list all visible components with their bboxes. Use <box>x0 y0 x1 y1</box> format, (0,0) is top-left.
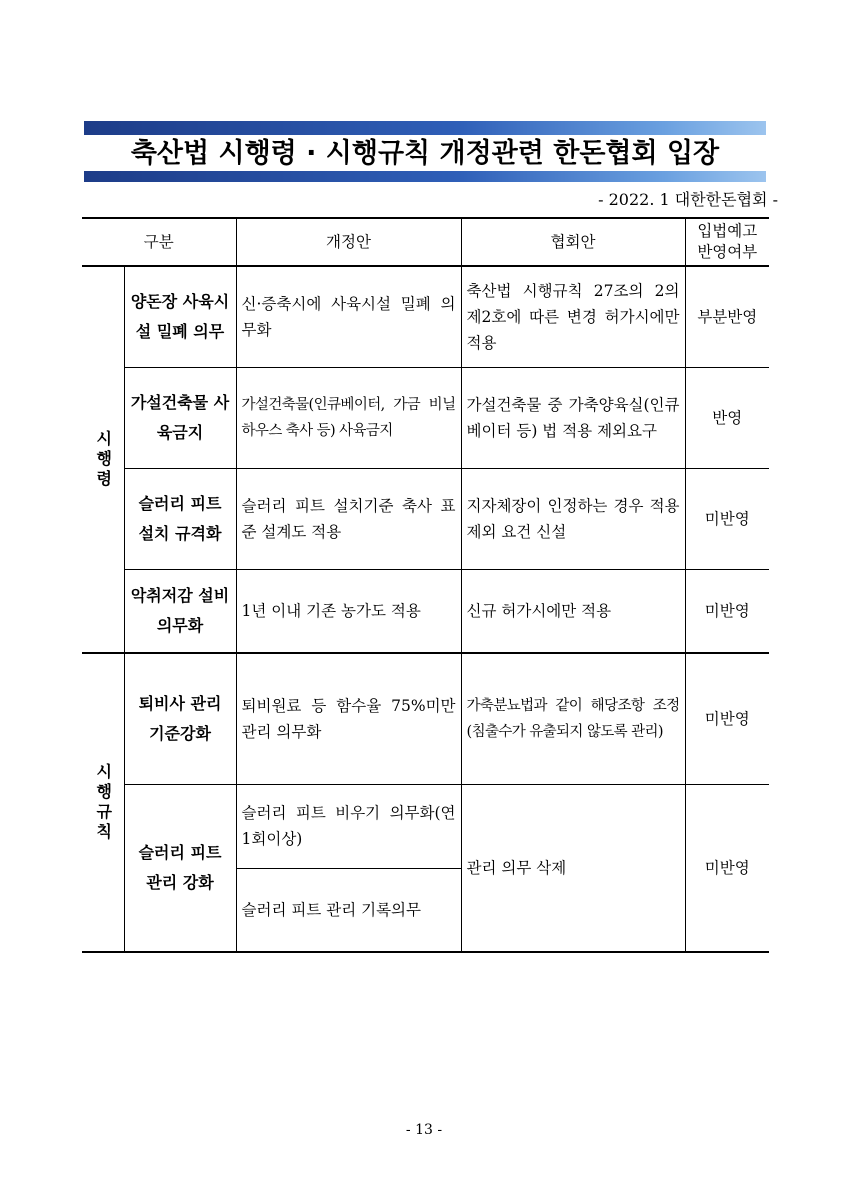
reflection-status: 미반영 <box>685 468 769 569</box>
reflection-status: 미반영 <box>685 569 769 653</box>
item-label: 슬러리 피트 관리 강화 <box>124 784 236 952</box>
item-label: 퇴비사 관리 기준강화 <box>124 653 236 784</box>
table-row <box>82 569 769 653</box>
table-row <box>82 367 769 468</box>
item-label: 가설건축물 사육금지 <box>124 367 236 468</box>
category-decree <box>82 266 124 653</box>
page-title: 축산법 시행령 · 시행규칙 개정관련 한돈협회 입장 <box>130 138 720 169</box>
subtitle: - 2022. 1 대한한돈협회 - <box>598 190 778 209</box>
category-rule-label: 시행규칙 <box>93 762 113 843</box>
proposal-text: 신·증축시에 사육시설 밀폐 의무화 <box>236 266 461 367</box>
header-proposal: 개정안 <box>236 218 461 266</box>
table-row <box>82 653 769 784</box>
association-text: 축산법 시행규칙 27조의 2의 제2호에 따른 변경 허가시에만 적용 <box>461 266 685 367</box>
proposal-text: 슬러리 피트 설치기준 축사 표준 설계도 적용 <box>236 468 461 569</box>
reflection-status: 부분반영 <box>685 266 769 367</box>
proposal-text: 슬러리 피트 비우기 의무화(연 1회이상) <box>236 784 461 868</box>
association-text: 지자체장이 인정하는 경우 적용제외 요건 신설 <box>461 468 685 569</box>
item-label: 악취저감 설비 의무화 <box>124 569 236 653</box>
item-label: 양돈장 사육시설 밀폐 의무 <box>124 266 236 367</box>
reflection-status: 미반영 <box>685 784 769 952</box>
header-category: 구분 <box>82 218 236 266</box>
association-text: 신규 허가시에만 적용 <box>461 569 685 653</box>
reflection-status: 미반영 <box>685 653 769 784</box>
item-label: 슬러리 피트 설치 규격화 <box>124 468 236 569</box>
category-decree-label: 시행령 <box>93 429 113 490</box>
proposal-text: 슬러리 피트 관리 기록의무 <box>236 868 461 952</box>
association-text: 관리 의무 삭제 <box>461 784 685 952</box>
proposal-text: 가설건축물(인큐베이터, 가금 비닐하우스 축사 등) 사육금지 <box>236 367 461 468</box>
header-reflection: 입법예고 반영여부 <box>685 218 769 266</box>
reflection-status: 반영 <box>685 367 769 468</box>
table-row <box>82 784 769 868</box>
table-row <box>82 266 769 367</box>
category-rule <box>82 653 124 952</box>
title-band-top <box>84 121 766 135</box>
header-association: 협회안 <box>461 218 685 266</box>
page-number: - 13 - <box>405 1122 443 1138</box>
comparison-table <box>82 217 769 953</box>
proposal-text: 퇴비원료 등 함수율 75%미만 관리 의무화 <box>236 653 461 784</box>
proposal-text: 1년 이내 기존 농가도 적용 <box>236 569 461 653</box>
title-band-bottom <box>84 171 766 182</box>
association-text: 가설건축물 중 가축양육실(인큐베이터 등) 법 적용 제외요구 <box>461 367 685 468</box>
table-row <box>82 468 769 569</box>
association-text: 가축분뇨법과 같이 해당조항 조정(침출수가 유출되지 않도록 관리) <box>461 653 685 784</box>
header-row <box>82 218 769 266</box>
